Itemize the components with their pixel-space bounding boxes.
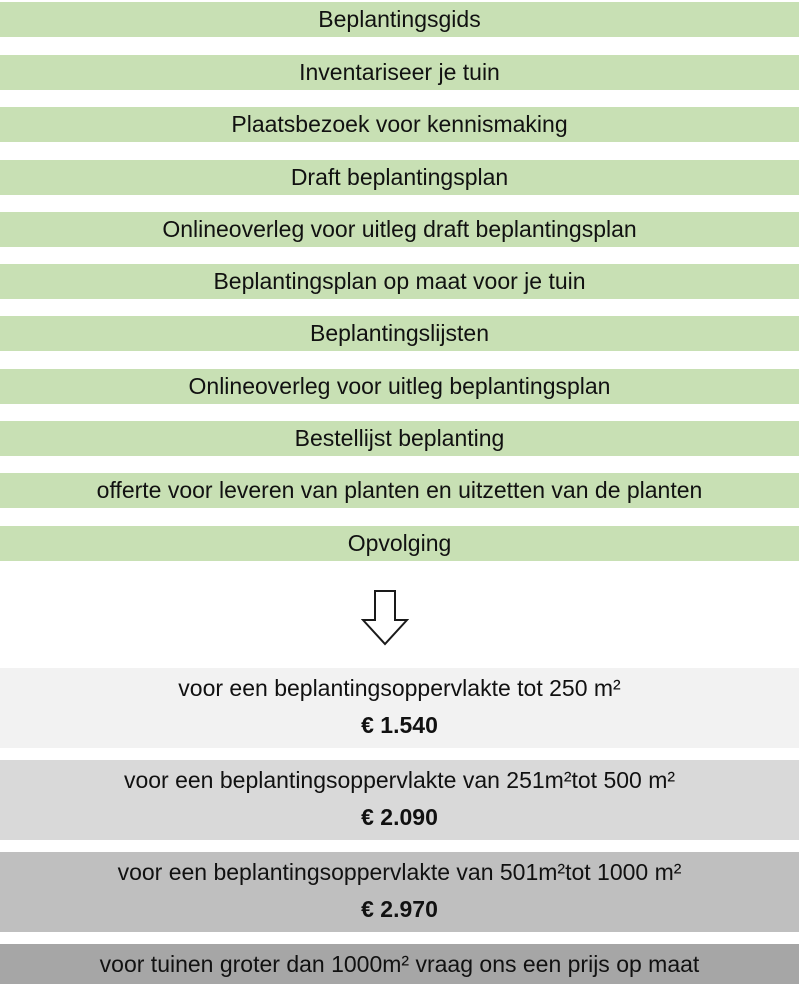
- price-tier-amount: € 2.090: [361, 804, 438, 830]
- price-tier-description: voor een beplantingsoppervlakte van 501m²tot 1000 m²: [117, 859, 682, 885]
- step-opvolging: Opvolging: [0, 526, 799, 561]
- price-tier-250: [0, 668, 799, 748]
- price-tier-description: voor een beplantingsoppervlakte van 251m²tot 500 m²: [123, 767, 676, 793]
- price-tier-amount: € 1.540: [361, 712, 438, 738]
- price-tier-500: [0, 760, 799, 840]
- step-bestellijst: Bestellijst beplanting: [0, 421, 799, 456]
- step-onlineoverleg-draft: Onlineoverleg voor uitleg draft beplantingsplan: [0, 212, 799, 247]
- step-beplantingslijsten: Beplantingslijsten: [0, 316, 799, 351]
- price-tier-1000: [0, 852, 799, 932]
- step-plaatsbezoek: Plaatsbezoek voor kennismaking: [0, 107, 799, 142]
- step-offerte: offerte voor leveren van planten en uitzetten van de planten: [0, 473, 799, 508]
- price-tier-amount: € 2.970: [361, 896, 438, 922]
- step-beplantingsgids: Beplantingsgids: [0, 2, 799, 37]
- step-onlineoverleg-plan: Onlineoverleg voor uitleg beplantingsplan: [0, 369, 799, 404]
- step-plan-op-maat: Beplantingsplan op maat voor je tuin: [0, 264, 799, 299]
- down-arrow-icon: [361, 590, 409, 646]
- step-draft-plan: Draft beplantingsplan: [0, 160, 799, 195]
- price-tier-description: voor tuinen groter dan 1000m² vraag ons een prijs op maat: [99, 951, 700, 977]
- price-tier-description: voor een beplantingsoppervlakte tot 250 m²: [178, 675, 621, 701]
- price-tier-custom: [0, 944, 799, 984]
- step-inventariseer: Inventariseer je tuin: [0, 55, 799, 90]
